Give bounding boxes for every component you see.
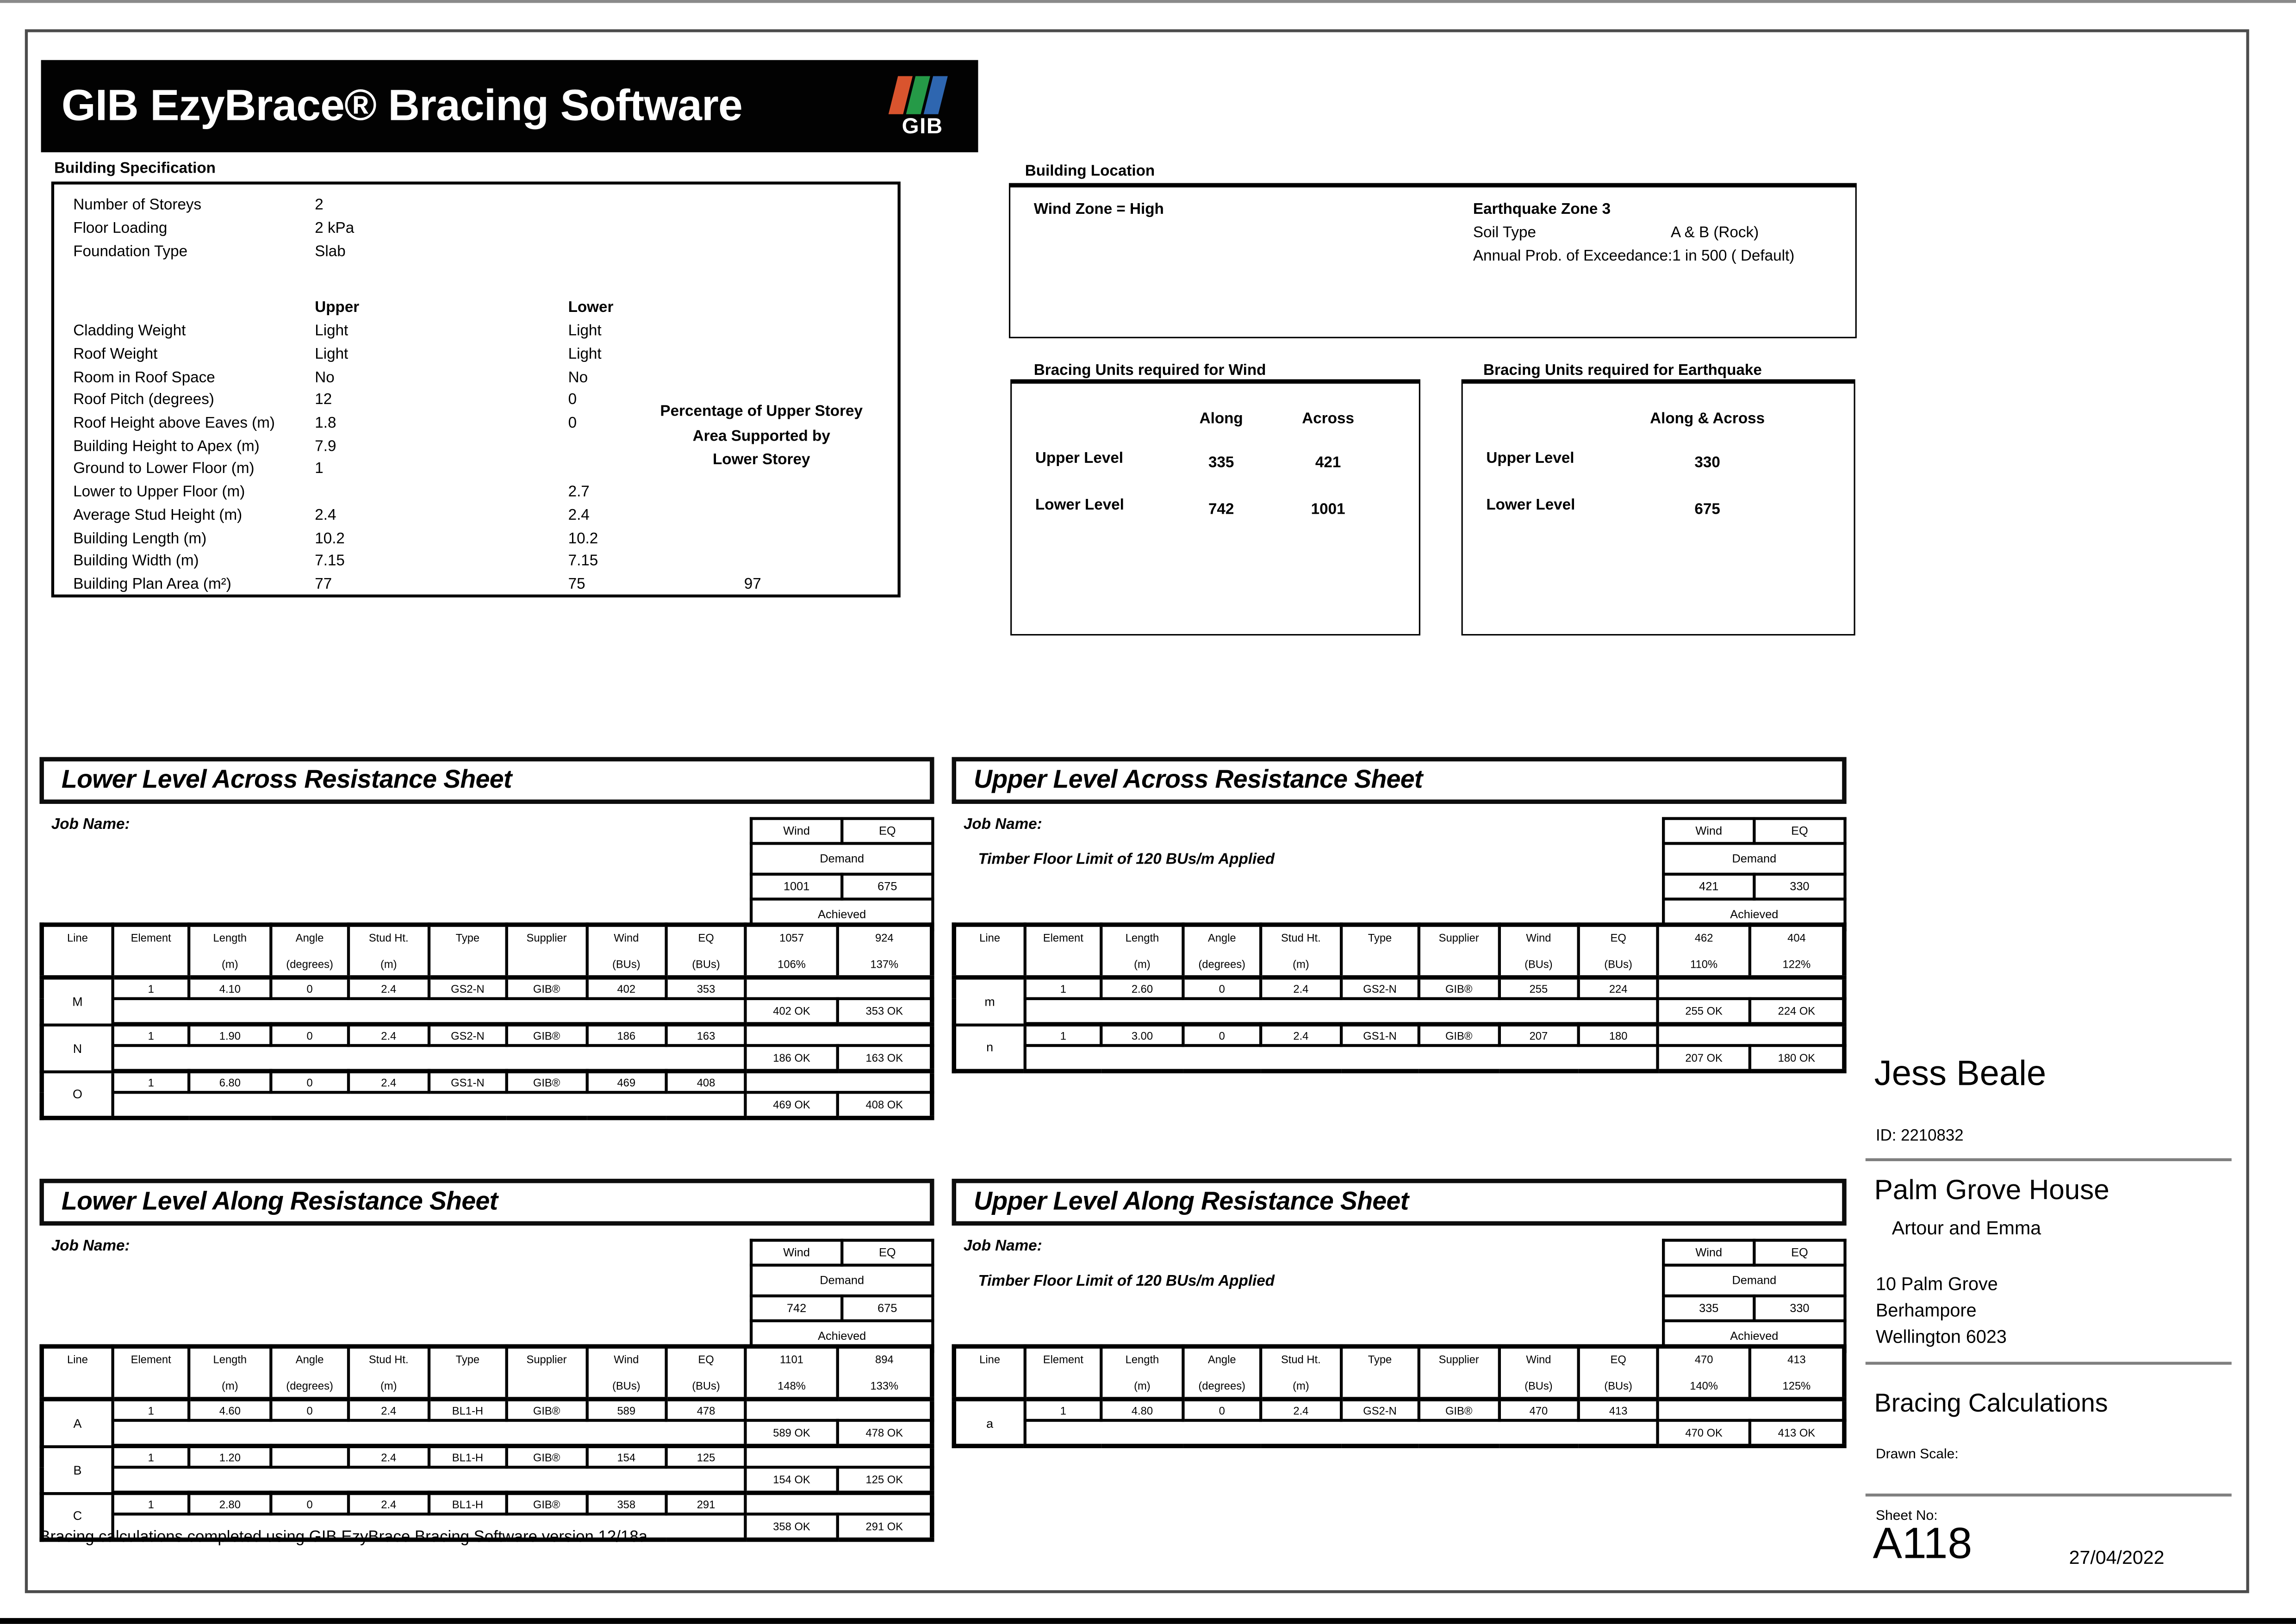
demand-wind: 335: [1663, 1296, 1754, 1321]
footer-note: Bracing calculations completed using GIB EzyBrace Bracing Software version 12/18a.: [39, 1529, 652, 1547]
sheet-title-box: [952, 757, 1847, 804]
gib-logo-text: GIB: [902, 114, 943, 139]
divider: [1866, 1362, 2232, 1364]
table-row: a 1 4.80 0 2.4 GS2-N GIB® 470 413: [954, 1399, 1844, 1420]
spec-col-headers: Upper Lower: [315, 299, 614, 317]
achieved-label: Achieved: [1663, 899, 1845, 930]
eq-header: EQ: [842, 1240, 933, 1265]
job-name-label: Job Name:: [963, 1237, 1042, 1255]
table-row-result: [42, 999, 932, 1024]
achieved-label: Achieved: [751, 899, 933, 930]
table-row: n 1 3.00 0 2.4 GS1-N GIB® 207 180: [954, 1024, 1844, 1045]
table-row-result: [42, 1420, 932, 1446]
bracing-eq-title: Bracing Units required for Earthquake: [1483, 361, 1762, 380]
demand-table: [1662, 1239, 1847, 1353]
header-bar: [41, 60, 978, 152]
spec-row: Average Stud Height (m) 2.4 2.4: [73, 506, 590, 524]
spec-row: Building Length (m) 10.2 10.2: [73, 530, 598, 548]
project-name: Palm Grove House: [1874, 1176, 2109, 1207]
timber-floor-note: Timber Floor Limit of 120 BUs/m Applied: [978, 1272, 1275, 1290]
cell-eq-ok: 478 OK: [837, 1420, 932, 1446]
resistance-table: [952, 922, 1847, 1073]
address-line: Wellington 6023: [1875, 1326, 2007, 1347]
header-row: Line Element Length (m) Angle (degrees) Stud Ht. (m) Type Supplier Wind (BUs) EQ (BUs) 1101 148% 894 133%: [42, 1346, 932, 1399]
job-name-label: Job Name:: [51, 1237, 130, 1255]
demand-table: [1662, 817, 1847, 931]
table-row: m 1 2.60 0 2.4 GS2-N GIB® 255 224: [954, 977, 1844, 999]
spec-row: Roof Height above Eaves (m) 1.8 0: [73, 414, 577, 432]
sheet-title-box: [952, 1179, 1847, 1226]
cell-eq-ok: 291 OK: [837, 1514, 932, 1539]
cell-wind-ok: 402 OK: [746, 999, 838, 1024]
spec-row: Roof Weight Light Light: [73, 345, 602, 363]
achieved-wind-total: 1057 106%: [746, 925, 838, 977]
spec-row: Building Width (m) 7.15 7.15: [73, 552, 598, 570]
table-row: O 1 6.80 0 2.4 GS1-N GIB® 469 408: [42, 1071, 932, 1092]
achieved-eq-total: 894 133%: [837, 1346, 932, 1399]
achieved-wind-total: 462 110%: [1658, 925, 1750, 977]
wind-header: Wind: [751, 819, 842, 844]
spec-row: Lower to Upper Floor (m) 2.7: [73, 483, 590, 501]
cell-eq-ok: 180 OK: [1750, 1045, 1844, 1071]
table-row: C 1 2.80 0 2.4 BL1-H GIB® 358 291: [42, 1493, 932, 1514]
soil-type-label: Soil Type: [1473, 224, 1536, 242]
cell-wind-ok: 469 OK: [746, 1092, 838, 1118]
achieved-eq-total: 413 125%: [1750, 1346, 1844, 1399]
bracing-eq-box: [1462, 379, 1855, 635]
achieved-label: Achieved: [1663, 1321, 1845, 1351]
value: 330: [1694, 454, 1720, 472]
document-title: Bracing Calculations: [1874, 1388, 2108, 1418]
table-row-result: [42, 1092, 932, 1118]
wind-header: Wind: [751, 1240, 842, 1265]
demand-label: Demand: [751, 1265, 933, 1296]
date: 27/04/2022: [2069, 1546, 2165, 1568]
cell-eq-ok: 408 OK: [837, 1092, 932, 1118]
value: 675: [1694, 501, 1720, 519]
eq-header: EQ: [842, 819, 933, 844]
demand-wind: 742: [751, 1296, 842, 1321]
spec-row: Ground to Lower Floor (m) 1: [73, 460, 324, 478]
spec-row: Floor Loading 2 kPa: [73, 219, 355, 237]
demand-eq: 330: [1754, 1296, 1845, 1321]
spec-row: Room in Roof Space No No: [73, 369, 588, 387]
demand-table: [750, 817, 934, 931]
timber-floor-note: Timber Floor Limit of 120 BUs/m Applied: [978, 851, 1275, 869]
bracing-wind-title: Bracing Units required for Wind: [1033, 361, 1266, 380]
eq-header: EQ: [1754, 819, 1845, 844]
table-row-result: [954, 1420, 1844, 1446]
spec-row: Cladding Weight Light Light: [73, 322, 602, 340]
table-row-result: [42, 1467, 932, 1493]
gib-logo: [880, 66, 965, 146]
demand-label: Demand: [1663, 1265, 1845, 1296]
cell-eq-ok: 353 OK: [837, 999, 932, 1024]
demand-wind: 1001: [751, 874, 842, 899]
window-bottom-edge: [0, 1618, 2296, 1624]
earthquake-zone: Earthquake Zone 3: [1473, 200, 1611, 218]
window-top-edge: [0, 0, 2296, 3]
table-row-result: [954, 1045, 1844, 1071]
cell-line: M: [42, 977, 112, 1024]
value: 742: [1208, 501, 1234, 519]
designer-name: Jess Beale: [1874, 1054, 2047, 1094]
demand-label: Demand: [751, 843, 933, 874]
cell-wind-ok: 358 OK: [746, 1514, 838, 1539]
cell-line: A: [42, 1399, 112, 1446]
cell-eq-ok: 125 OK: [837, 1467, 932, 1493]
row-label: Upper Level: [1486, 449, 1574, 467]
cell-wind-ok: 154 OK: [746, 1467, 838, 1493]
table-row: N 1 1.90 0 2.4 GS2-N GIB® 186 163: [42, 1024, 932, 1045]
header-row: Line Element Length (m) Angle (degrees) Stud Ht. (m) Type Supplier Wind (BUs) EQ (BUs) 470 140% 413 125%: [954, 1346, 1844, 1399]
sheet-number: A118: [1873, 1520, 1972, 1568]
table-row-result: [954, 999, 1844, 1024]
value: 335: [1208, 454, 1234, 472]
cell-line: m: [954, 977, 1025, 1024]
sheet-title-box: [39, 757, 934, 804]
demand-table: [750, 1239, 934, 1353]
cell-line: N: [42, 1024, 112, 1071]
value: 421: [1315, 454, 1341, 472]
spec-row: Building Plan Area (m²) 77 75 97: [73, 575, 761, 593]
sheet-no-label: Sheet No:: [1875, 1508, 1938, 1524]
building-specification-title: Building Specification: [54, 159, 216, 177]
annual-prob: Annual Prob. of Exceedance:1 in 500 ( Default): [1473, 247, 1795, 265]
spec-row: Number of Storeys 2: [73, 196, 324, 214]
value: 1001: [1311, 501, 1345, 519]
building-location-box: [1009, 183, 1857, 338]
row-label: Upper Level: [1035, 449, 1124, 467]
demand-label: Demand: [1663, 843, 1845, 874]
cell-wind-ok: 255 OK: [1658, 999, 1750, 1024]
table-row: A 1 4.60 0 2.4 BL1-H GIB® 589 478: [42, 1399, 932, 1420]
achieved-eq-total: 404 122%: [1750, 925, 1844, 977]
cell-wind-ok: 186 OK: [746, 1045, 838, 1071]
cell-eq-ok: 163 OK: [837, 1045, 932, 1071]
sheet-title-box: [39, 1179, 934, 1226]
app-title: GIB EzyBrace® Bracing Software: [61, 82, 742, 131]
achieved-wind-total: 1101 148%: [746, 1346, 838, 1399]
achieved-label: Achieved: [751, 1321, 933, 1351]
drawn-scale-label: Drawn Scale:: [1875, 1446, 1959, 1463]
table-row: M 1 4.10 0 2.4 GS2-N GIB® 402 353: [42, 977, 932, 999]
pct-upper-storey-note: Percentage of Upper Storey Area Supported by Lower Storey: [660, 403, 863, 469]
divider: [1866, 1158, 2232, 1161]
cell-eq-ok: 224 OK: [1750, 999, 1844, 1024]
job-name-label: Job Name:: [963, 815, 1042, 834]
building-specification-box: [51, 181, 901, 597]
col-along: Along: [1199, 410, 1243, 428]
gib-logo-bars-icon: [889, 76, 957, 114]
cell-line: a: [954, 1399, 1025, 1446]
spec-row: Building Height to Apex (m) 7.9: [73, 438, 336, 455]
row-label: Lower Level: [1035, 496, 1124, 514]
wind-header: Wind: [1663, 1240, 1754, 1265]
achieved-wind-total: 470 140%: [1658, 1346, 1750, 1399]
demand-wind: 421: [1663, 874, 1754, 899]
table-row-result: [42, 1045, 932, 1071]
designer-id: ID: 2210832: [1875, 1127, 1964, 1145]
cell-line: n: [954, 1024, 1025, 1071]
spec-row: Roof Pitch (degrees) 12 0: [73, 391, 577, 409]
sheet-title: Lower Level Along Resistance Sheet: [61, 1186, 498, 1216]
cell-line: O: [42, 1071, 112, 1118]
col-along-across: Along & Across: [1650, 410, 1765, 428]
client-name: Artour and Emma: [1892, 1217, 2041, 1239]
col-across: Across: [1302, 410, 1354, 428]
cell-wind-ok: 589 OK: [746, 1420, 838, 1446]
soil-type-value: A & B (Rock): [1671, 224, 1759, 242]
header-row: Line Element Length (m) Angle (degrees) Stud Ht. (m) Type Supplier Wind (BUs) EQ (BUs) 462 110% 404 122%: [954, 925, 1844, 977]
sheet-title: Upper Level Across Resistance Sheet: [973, 764, 1423, 794]
demand-eq: 675: [842, 874, 933, 899]
table-row: B 1 1.20 2.4 BL1-H GIB® 154 125: [42, 1446, 932, 1467]
resistance-table: [39, 922, 934, 1120]
demand-eq: 675: [842, 1296, 933, 1321]
resistance-table: [39, 1344, 934, 1542]
divider: [1866, 1493, 2232, 1496]
sheet-title: Upper Level Along Resistance Sheet: [973, 1186, 1409, 1216]
eq-header: EQ: [1754, 1240, 1845, 1265]
wind-header: Wind: [1663, 819, 1754, 844]
cell-eq-ok: 413 OK: [1750, 1420, 1844, 1446]
cell-line: B: [42, 1446, 112, 1493]
address-line: Berhampore: [1875, 1300, 1977, 1321]
row-label: Lower Level: [1486, 496, 1575, 514]
cell-wind-ok: 207 OK: [1658, 1045, 1750, 1071]
bracing-wind-box: [1010, 379, 1420, 635]
cell-line: C: [42, 1493, 112, 1540]
address-line: 10 Palm Grove: [1875, 1274, 1998, 1294]
spec-row: Foundation Type Slab: [73, 243, 346, 261]
building-location-title: Building Location: [1025, 162, 1155, 180]
cell-wind-ok: 470 OK: [1658, 1420, 1750, 1446]
project-address: [1876, 1271, 2007, 1350]
demand-eq: 330: [1754, 874, 1845, 899]
achieved-eq-total: 924 137%: [837, 925, 932, 977]
header-row: Line Element Length (m) Angle (degrees) Stud Ht. (m) Type Supplier Wind (BUs) EQ (BUs) 1057 106% 924 137%: [42, 925, 932, 977]
resistance-table: [952, 1344, 1847, 1448]
sheet-title: Lower Level Across Resistance Sheet: [61, 764, 512, 794]
wind-zone: Wind Zone = High: [1033, 200, 1164, 218]
job-name-label: Job Name:: [51, 815, 130, 834]
